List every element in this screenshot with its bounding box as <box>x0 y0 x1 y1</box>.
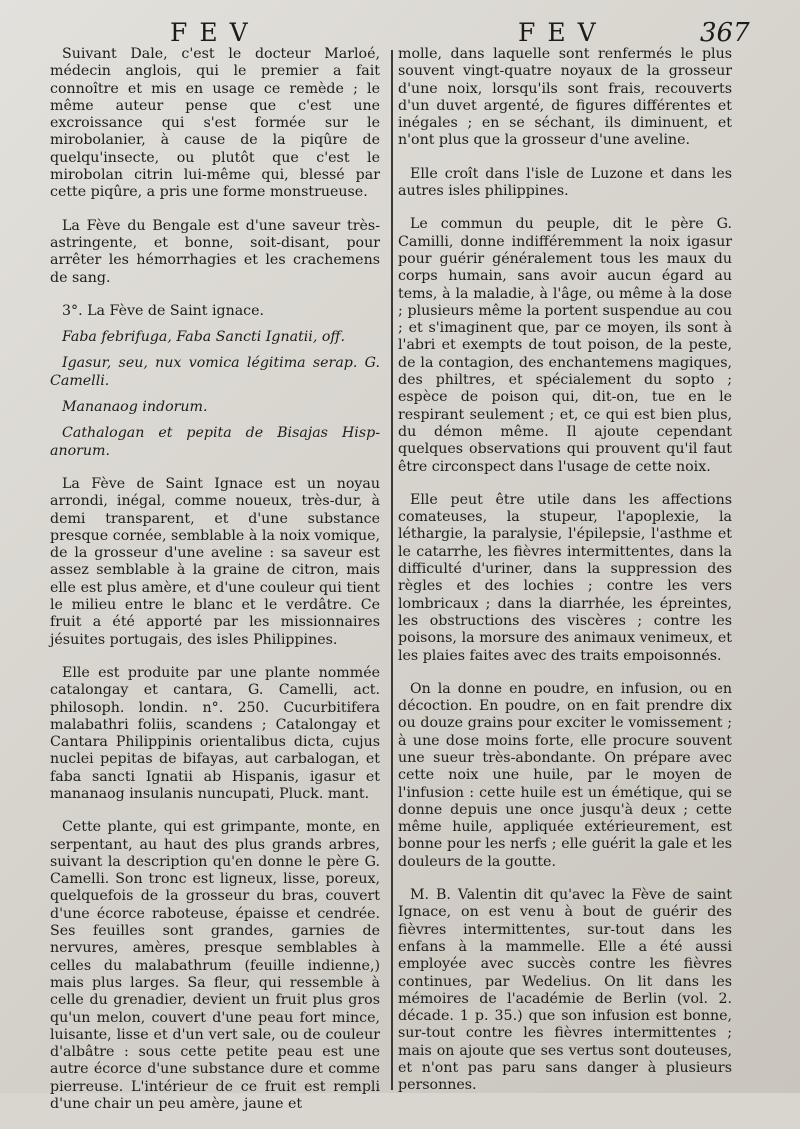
synonym-line: Igasur, seu, nux vomica légitima serap. G. Camelli. <box>50 355 380 389</box>
header-left-word: FEV <box>170 18 260 47</box>
paragraph: Cette plante, qui est grimpante, monte, en serpentant, au haut des plus grands arbres, suivant la description qu'en donne le père G. Camelli. Son tronc est ligneux, lisse, poreux, quelquefois de la grosseur du bras, couvert d'une écorce raboteuse, épaisse et cendrée. Ses feuilles sont grandes, garnies de nervures, amères, presque semblables à celles du malabathrum (feuille indienne,) mais plus larges. Sa fleur, qui ressemble à celle du grenadier, devient un fruit plus gros qu'un melon, couvert d'une peau fort mince, luisante, lisse et d'un vert sale, ou de couleur d'albâtre : sous cette petite peau est une autre écorce d'une substance dure et comme pierreuse. L'intérieur de ce fruit est rempli d'une chair un peu amère, jaune et <box>50 819 380 1113</box>
paragraph: molle, dans laquelle sont renfermés le plus souvent vingt-quatre noyaux de la grosseur d'une noix, lorsqu'ils sont frais, recouverts d'un duvet argenté, de figures différentes et inégales ; en se séchant, ils diminuent, et n'ont plus que la grosseur d'une aveline. <box>398 46 732 149</box>
paragraph: Suivant Dale, c'est le docteur Marloé, médecin anglois, qui le premier a fait connoître et mis en usage ce remède ; le même auteur pense que c'est une excroissance qui s'est formée sur le mirobolanier, à cause de la piqûre de quelqu'insecte, ou plutôt que c'est le mirobolan citrin lui-même qui, blessé par cette piqûre, a pris une forme monstrueuse. <box>50 46 380 201</box>
paragraph: Elle est produite par une plante nommée catalongay et cantara, G. Camelli, act. philosoph. londin. n°. 250. Cucurbitifera malabathri foliis, scandens ; Catalongay et Cantara Philippinis orientalibus dicta, cujus nuclei pepitas de bifayas, aut carbalogan, et faba sancti Ignatii ab Hispanis, igasur et mananaog insulanis nuncupati, Pluck. mant. <box>50 664 380 802</box>
column-divider <box>391 50 393 1090</box>
left-column <box>50 46 380 1129</box>
paragraph: Elle croît dans l'isle de Luzone et dans les autres isles philippines. <box>398 165 732 200</box>
page-number: 367 <box>700 18 750 48</box>
right-column <box>398 46 732 1111</box>
synonym-line: Faba febrifuga, Faba Sancti Ignatii, off. <box>62 329 345 346</box>
paragraph: On la donne en poudre, en infusion, ou en décoction. En poudre, on en fait prendre dix ou douze grains pour exciter le vomissement ; à une dose moins forte, elle procure souvent une sueur très-abondante. On prépare avec cette noix une huile, par le moyen de l'infusion : cette huile est un émétique, qui se donne depuis une once jusqu'à deux ; cette même huile, appliquée extérieurement, est bonne pour les nerfs ; elle guérit la gale et les douleurs de la goutte. <box>398 680 732 870</box>
paragraph: Le commun du peuple, dit le père G. Camilli, donne indifféremment la noix igasur pour guérir généralement tous les maux du corps humain, sans avoir aucun égard au tems, à la maladie, à l'âge, ou même à la dose ; plusieurs même la portent suspendue au cou ; et s'imaginent que, par ce moyen, ils sont à l'abri et exempts de tout poison, de la peste, de la contagion, des enchantemens magiques, des philtres, et spécialement du sopto ; espèce de poison qui, dit-on, tue en le respirant seulement ; et, ce qui est bien plus, du démon même. Il ajoute cependant quelques observations qui prouvent qu'il faut être circonspect dans l'usage de cette noix. <box>398 216 732 475</box>
header-right-word: FEV <box>518 18 608 47</box>
synonym-line: Cathalogan et pepita de Bisajas Hispanorum. <box>50 425 380 459</box>
paragraph: M. B. Valentin dit qu'avec la Fève de saint Ignace, on est venu à bout de guérir des fièvres intermittentes, sur-tout dans les enfans à la mammelle. Elle a été aussi employée avec succès contre les fièvres continues, par Wedelius. On lit dans les mémoires de l'académie de Berlin (vol. 2. décade. 1 p. 35.) que son infusion est bonne, sur-tout contre les fièvres intermittentes ; mais on ajoute que ses vertus sont douteuses, et n'ont pas paru sans danger à plusieurs personnes. <box>398 887 732 1094</box>
section-heading: 3°. La Fève de Saint ignace. <box>62 302 265 319</box>
paragraph: Elle peut être utile dans les affections comateuses, la stupeur, l'apoplexie, la léthargie, la paralysie, l'épilepsie, l'asthme et le catarrhe, les fièvres intermittentes, dans la difficulté d'uriner, dans la suppression des règles et des lochies ; contre les vers lombricaux ; dans la diarrhée, les épreintes, les obstructions des viscères ; contre les poisons, la morsure des animaux venimeux, et les plaies faites avec des traits empoisonnés. <box>398 491 732 664</box>
paragraph: La Fève du Bengale est d'une saveur très-astringente, et bonne, soit-disant, pour arrêter les hémorrhagies et les crachemens de sang. <box>50 217 380 286</box>
paragraph: La Fève de Saint Ignace est un noyau arrondi, inégal, comme noueux, très-dur, à demi transparent, et d'une substance presque cornée, semblable à la noix vomique, de la grosseur d'une aveline : sa saveur est assez semblable à la graine de citron, mais elle est plus amère, et d'une couleur qui tient le milieu entre le blanc et le verdâtre. Ce fruit a été apporté par les missionnaires jésuites portugais, des isles Philippines. <box>50 475 380 648</box>
synonym-line: Mananaog indorum. <box>62 399 208 416</box>
